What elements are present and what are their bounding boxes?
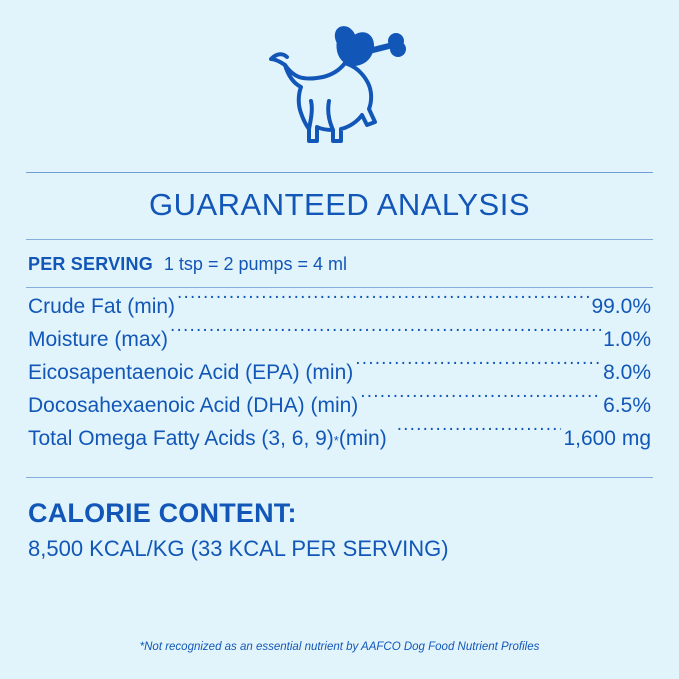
calorie-content-block [26,478,653,562]
leader-dots [355,358,601,379]
table-row [28,356,651,389]
nutrient-name-suffix: (min) [338,427,387,450]
table-row [28,389,651,422]
nutrient-value: 8.0% [603,361,651,384]
per-serving-value: 1 tsp = 2 pumps = 4 ml [163,254,348,274]
table-row [28,323,651,356]
table-row [28,290,651,323]
analysis-rows [26,288,653,455]
spacer [26,455,653,477]
dog-with-bone-icon [265,21,415,151]
divider-under-title [26,239,653,240]
calorie-text: 8,500 KCAL/KG (33 KCAL PER SERVING) [28,536,449,561]
divider-under-serving [26,287,653,288]
page-title: GUARANTEED ANALYSIS [148,187,531,222]
nutrient-name: Crude Fat (min) [28,295,176,318]
per-serving-line [26,240,653,287]
divider-top [26,172,653,173]
brand-logo [26,0,653,172]
nutrient-name: Moisture (max) [28,328,169,351]
nutrient-value: 1.0% [603,328,651,351]
nutrient-value: 6.5% [603,394,651,417]
leader-dots [397,424,562,445]
nutrient-value: 1,600 mg [563,427,651,450]
leader-dots [170,325,601,346]
nutrient-name: Eicosapentaenoic Acid (EPA) (min) [28,361,354,384]
leader-dots [360,391,601,412]
calorie-heading: CALORIE CONTENT: [28,498,297,528]
divider-above-calories [26,477,653,478]
footnote: *Not recognized as an essential nutrient by AAFCO Dog Food Nutrient Profiles [139,641,540,653]
nutrient-name: Docosahexaenoic Acid (DHA) (min) [28,394,359,417]
nutrient-name: Total Omega Fatty Acids (3, 6, 9) [28,427,334,450]
leader-dots [177,292,589,313]
per-serving-label: PER SERVING [28,254,153,274]
nutrient-value: 99.0% [591,295,651,318]
table-row: Total Omega Fatty Acids (3, 6, 9) * (min) ..... 1,600 mg [28,422,651,455]
